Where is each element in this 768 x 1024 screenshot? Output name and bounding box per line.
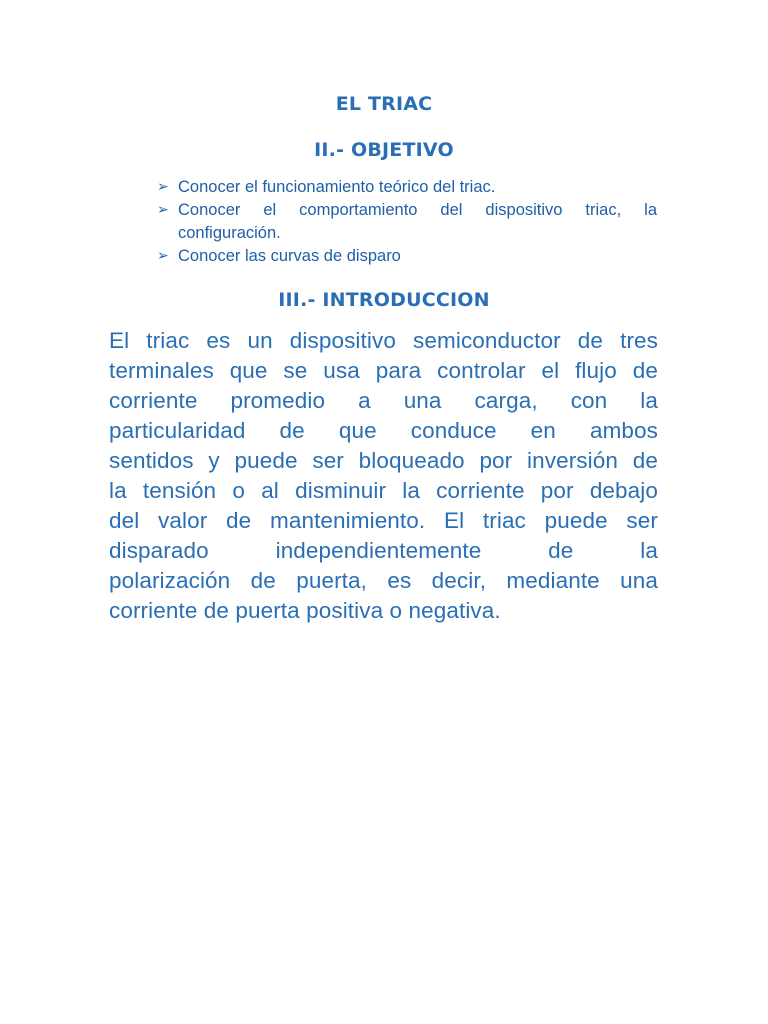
paragraph-line: particularidad de que conduce en ambos (109, 418, 658, 443)
document-title: EL TRIAC (335, 93, 433, 115)
paragraph-line: corriente promedio a una carga, con la (109, 388, 658, 413)
paragraph-line: terminales que se usa para controlar el flujo de (109, 358, 658, 383)
paragraph-line: polarización de puerta, es decir, mediante una (109, 568, 658, 593)
list-item-text: Conocer el funcionamiento teórico del triac. (178, 178, 496, 196)
paragraph-line: sentidos y puede ser bloqueado por inversión de (109, 448, 658, 473)
list-item-text-line: configuración. (178, 224, 281, 242)
arrow-bullet-icon: ➢ (157, 202, 169, 218)
list-item (157, 245, 657, 268)
list-item-text: Conocer las curvas de disparo (178, 247, 401, 265)
paragraph-line: corriente de puerta positiva o negativa. (109, 598, 501, 623)
objective-list (157, 176, 657, 268)
paragraph-line: del valor de mantenimiento. El triac puede ser (109, 508, 658, 533)
introduction-paragraph (109, 326, 658, 626)
paragraph-line: El triac es un dispositivo semiconductor de tres (109, 328, 658, 353)
list-item (157, 176, 657, 199)
paragraph-line: disparado independientemente de la (109, 538, 658, 563)
objective-heading: II.- OBJETIVO (314, 139, 454, 161)
arrow-bullet-icon: ➢ (157, 179, 169, 195)
arrow-bullet-icon: ➢ (157, 248, 169, 264)
list-item-text-line: Conocer el comportamiento del dispositivo triac, la (178, 201, 657, 219)
introduction-heading: III.- INTRODUCCION (278, 289, 490, 311)
paragraph-line: la tensión o al disminuir la corriente por debajo (109, 478, 658, 503)
list-item (157, 199, 657, 245)
